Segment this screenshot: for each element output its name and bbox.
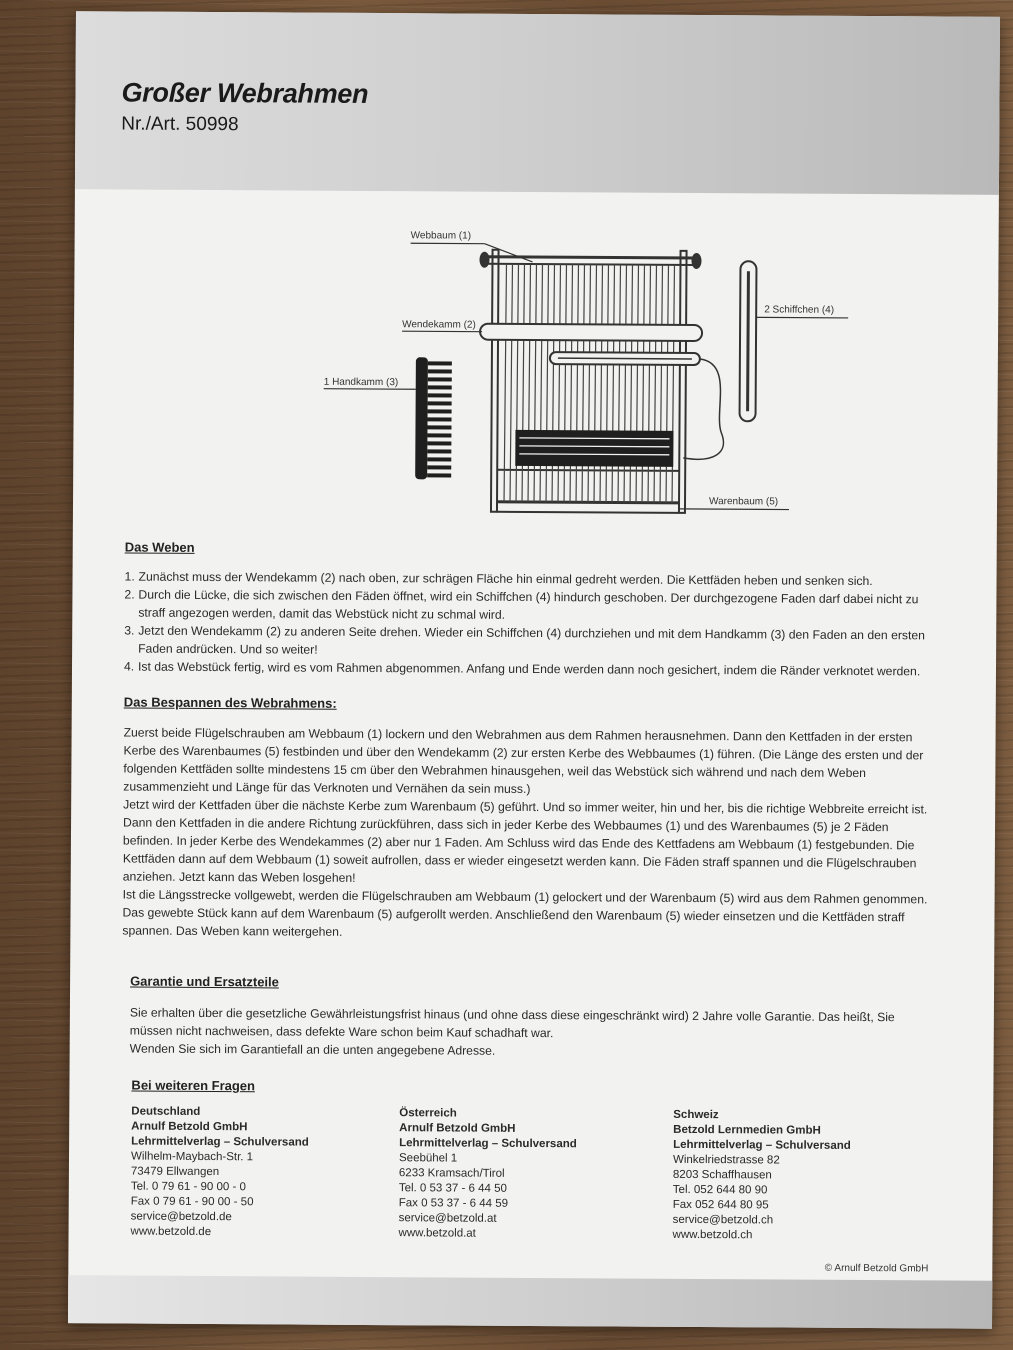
warp-thread <box>594 264 596 502</box>
garantie-text <box>130 1004 930 1063</box>
contact-schweiz: Schweiz Betzold Lernmedien GmbH Lehrmittelverlag – Schulversand Winkelriedstrasse 82 8203 Schaffhausen Tel. 052 644 80 90 Fax 052 644 80 95 service@betzold.ch www.betzold.ch <box>673 1108 852 1244</box>
warp-thread <box>516 264 518 502</box>
comb-tooth <box>428 361 452 365</box>
web-link[interactable]: www.betzold.at <box>398 1227 476 1240</box>
warp-thread <box>576 264 578 502</box>
warp-thread <box>504 264 506 502</box>
warp-thread <box>648 265 650 503</box>
warp-thread <box>570 264 572 502</box>
warp-thread <box>642 265 644 503</box>
heading-bespannen: Das Bespannen des Webrahmens: <box>123 694 337 711</box>
comb-tooth <box>427 433 451 437</box>
comb-tooth <box>427 449 451 453</box>
bespannen-paragraph: Ist die Längsstrecke vollgewebt, werden die Flügelschrauben am Webbaum (1) gelockert und der Warenbaum (5) wird aus dem Rahmen genommen. Das gewebte Stück kann auf dem Warenbaum (5) aufgerollt werden. Anschließend den Warenbaum (5) wieder einsetzen und die Kettfäden straff spannen. Das Weben kann weitergehen. <box>122 887 928 939</box>
warp-thread <box>564 264 566 502</box>
garantie-paragraph: Wenden Sie sich im Garantiefall an die unten angegebene Adresse. <box>129 1041 496 1058</box>
loom-frame-left <box>491 250 499 512</box>
footer-band <box>68 1275 992 1329</box>
warp-thread <box>582 264 584 502</box>
comb-tooth <box>428 385 452 389</box>
weben-step: 2. Durch die Lücke, die sich zwischen den Fäden öffnet, wird ein Schiffchen (4) hindurch geschoben. Der durchgezogene Faden darf dabei nicht zu straff angezogen werden, damit das Webstück nicht zu schmal wird. <box>124 587 919 622</box>
copyright-notice: © Arnulf Betzold GmbH <box>824 1262 929 1275</box>
comb-tooth <box>428 401 452 405</box>
loom-frame-right <box>679 251 687 513</box>
comb-tooth <box>427 465 451 469</box>
heading-garantie: Garantie und Ersatzteile <box>130 973 279 990</box>
email-link[interactable]: service@betzold.at <box>398 1212 497 1225</box>
weben-step: 4. Ist das Webstück fertig, wird es vom Rahmen abgenommen. Anfang und Ende werden dann noch gesichert, indem die Ränder verknotet werden. <box>123 659 921 679</box>
warp-thread <box>558 264 560 502</box>
warp-threads <box>504 264 674 503</box>
warp-thread <box>540 264 542 502</box>
comb-tooth <box>428 417 452 421</box>
warp-thread <box>672 265 674 503</box>
page-title: Großer Webrahmen <box>121 77 369 109</box>
warp-thread <box>588 264 590 502</box>
warp-thread <box>612 264 614 502</box>
warp-thread <box>510 264 512 502</box>
label-handkamm: 1 Handkamm (3) <box>323 376 399 389</box>
webbaum-bar <box>485 257 695 258</box>
warp-thread <box>552 264 554 502</box>
bespannen-paragraph: Jetzt wird der Kettfaden über die nächste Kerbe zum Warenbaum (5) geführt. Und so immer weiter, hin und her, bis die richtige Webbreite erreicht ist. Dann den Kettfaden in die andere Richtung zurückführen, dass sich in jeder Kerbe des Webbaumes (1) und des Warenbaumes (5) je 2 Fäden befinden. In jeder Kerbe des Wendekammes (2) aber nur 1 Faden. Am Schluss wird das Ende des Kettfadens am Webbaum (1) festgebunden. Die Kettfäden dann auf dem Webbaum (1) soweit aufrollen, dass er wieder eingesetzt werden kann. Die Fäden straff spannen und die Flügelschrauben anziehen. Jetzt kann das Weben losgehen! <box>122 797 928 885</box>
woven-piece <box>515 430 673 467</box>
email-link[interactable]: service@betzold.ch <box>672 1213 774 1227</box>
comb-tooth <box>428 409 452 413</box>
comb-tooth <box>427 457 451 461</box>
weben-step: 1. Zunächst muss der Wendekamm (2) nach oben, zur schrägen Fläche hin einmal gedreht werden. Die Kettfäden heben und senken sich. <box>124 569 873 589</box>
comb-tooth <box>427 473 451 477</box>
weben-step: 3. Jetzt den Wendekamm (2) zu anderen Seite drehen. Wieder ein Schiffchen (4) durchziehen und mit dem Handkamm (3) den Faden an den ersten Faden andrücken. Und so weiter! <box>124 623 926 657</box>
web-link[interactable]: www.betzold.ch <box>672 1228 753 1242</box>
weben-steps <box>124 567 935 680</box>
instruction-sheet <box>68 11 1000 1329</box>
article-number: Nr./Art. 50998 <box>121 113 239 136</box>
contact-oesterreich: Österreich Arnulf Betzold GmbH Lehrmittelverlag – Schulversand Seebühel 1 6233 Kramsach/Tirol Tel. 0 53 37 - 6 44 50 Fax 0 53 37 - 6 44 59 service@betzold.at www.betzold.at <box>399 1106 578 1242</box>
heading-fragen: Bei weiteren Fragen <box>131 1077 256 1094</box>
bespannen-text <box>122 723 933 944</box>
loom-diagram <box>243 210 835 523</box>
warp-thread <box>546 264 548 502</box>
bespannen-paragraph: Zuerst beide Flügelschrauben am Webbaum (1) lockern und den Webrahmen aus dem Rahmen herausnehmen. Dann den Kettfaden in der ersten Kerbe des Warenbaumes (5) festbinden und über den Wendekamm (2) zur ersten Kerbe des Webbaumes (1) führen. (Die Länge des ersten und der folgenden Kettfäden sollte mindestens 15 cm über den Webrahmen hinausgehen, weil das Webstück sich während und nach dem Weben zusammenzieht und Länge für das Verknoten und Vernähen da sein muss.) <box>123 725 924 796</box>
comb-tooth <box>428 377 452 381</box>
label-schiffchen: 2 Schiffchen (4) <box>764 304 835 316</box>
warp-thread <box>624 265 626 503</box>
contact-deutschland: Deutschland Arnulf Betzold GmbH Lehrmittelverlag – Schulversand Wilhelm-Maybach-Str. 1 73479 Ellwangen Tel. 0 79 61 - 90 00 - 0 Fax 0 79 61 - 90 00 - 50 service@betzold.de www.betzold.de <box>131 1105 310 1241</box>
warp-thread <box>636 265 638 503</box>
warp-thread <box>666 265 668 503</box>
warp-thread <box>606 264 608 502</box>
wendekamm-heddle <box>480 324 702 341</box>
warp-thread <box>618 265 620 503</box>
garantie-paragraph: Sie erhalten über die gesetzliche Gewährleistungsfrist hinaus (und ohne dass diese eingeschränkt wird) 2 Jahre volle Garantie. Das heißt, Sie müssen nicht nachweisen, dass defekte Ware schon beim Kauf schadhaft war. <box>129 1005 895 1041</box>
comb-tooth <box>427 441 451 445</box>
warp-thread <box>630 265 632 503</box>
warp-thread <box>660 265 662 503</box>
comb-tooth <box>428 393 452 397</box>
label-wendekamm: Wendekamm (2) <box>402 319 476 331</box>
comb-tooth <box>428 369 452 373</box>
web-link[interactable]: www.betzold.de <box>130 1225 212 1239</box>
warp-thread <box>522 264 524 502</box>
handkamm-comb <box>415 357 452 479</box>
warp-thread <box>600 264 602 502</box>
warp-thread <box>654 265 656 503</box>
email-link[interactable]: service@betzold.de <box>130 1210 232 1224</box>
comb-tooth <box>427 425 451 429</box>
label-warenbaum: Warenbaum (5) <box>708 496 779 508</box>
heading-weben: Das Weben <box>124 539 195 555</box>
warp-thread <box>528 264 530 502</box>
label-webbaum: Webbaum (1) <box>410 230 472 242</box>
warp-thread <box>534 264 536 502</box>
